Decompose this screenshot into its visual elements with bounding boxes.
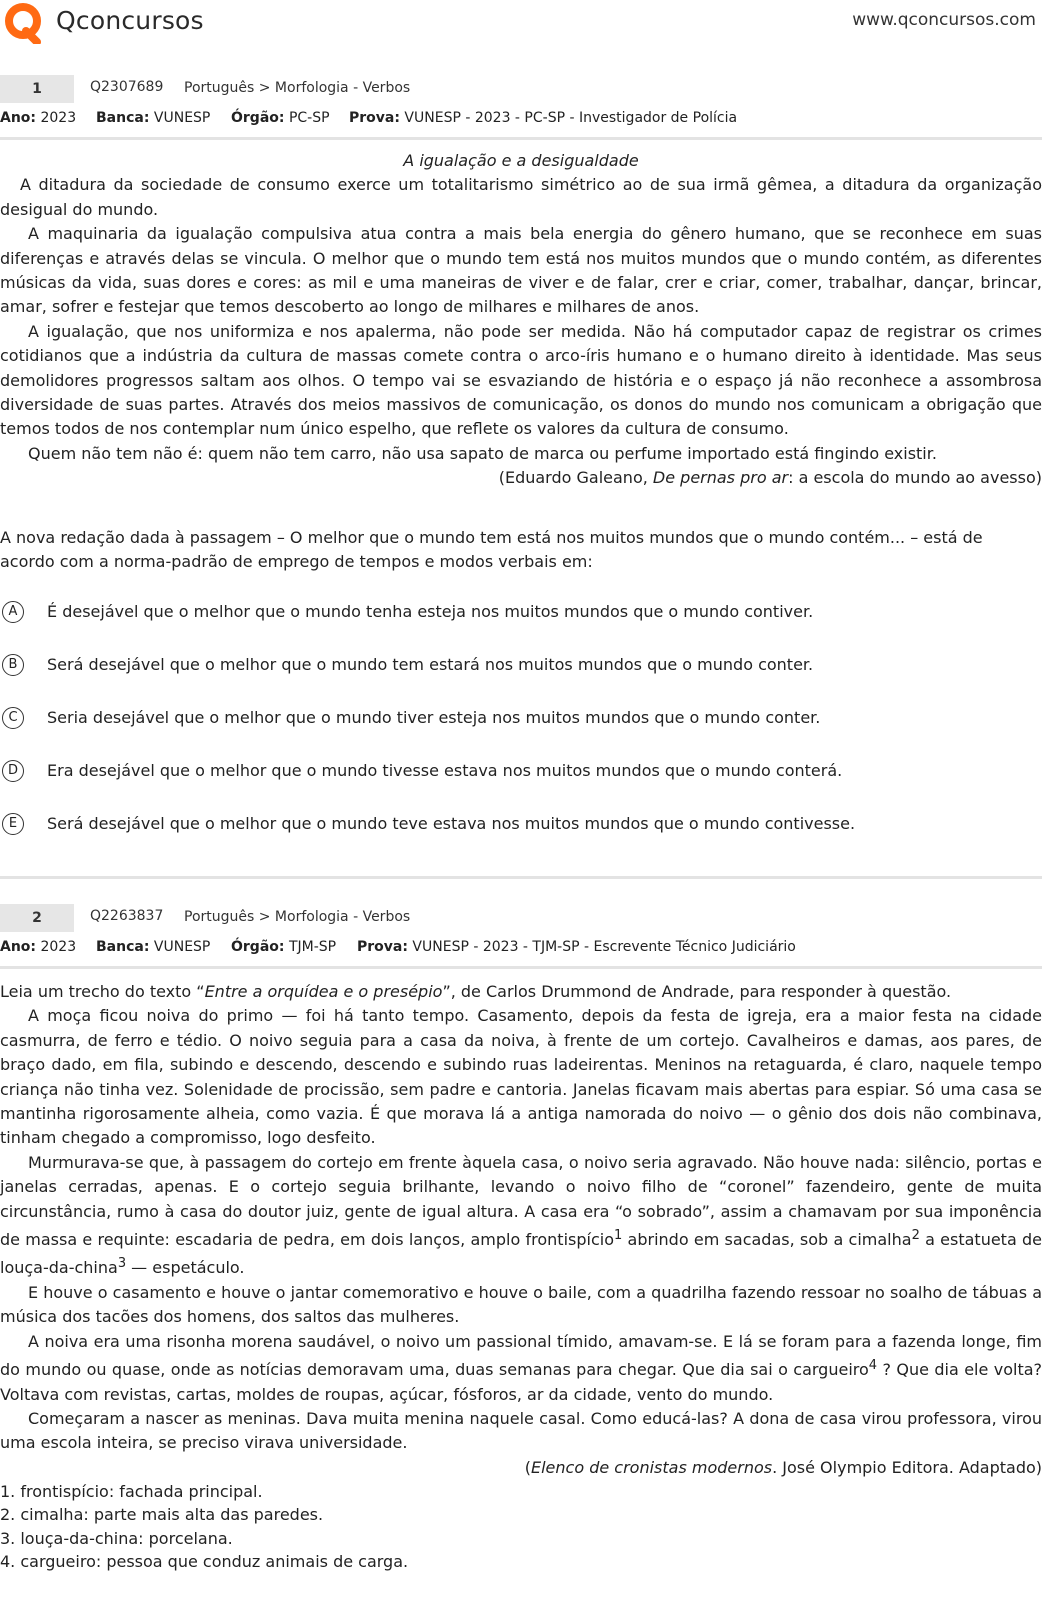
passage-paragraph: Murmurava-se que, à passagem do cortejo em frente àquela casa, o noivo seria agravado. Não houve nada: silêncio, portas e janelas cerradas, apenas. E o cortejo seguia brilhante, levando o noivo filho de “coronel” fazendeiro, gente de muita circunstância, rumo à casa do doutor juiz, gente de igual altura. A casa era “o sobrado”, assim a chamavam por sua imponência de massa e requinte: escadaria de pedra, em dois lanços, amplo frontispício$^1$ abrindo em sacadas, sob a cimalha$^2$ a estatueta de louça-da-china$^3$ — espetáculo. <box>0 1152 1042 1278</box>
question-1 <box>0 75 1042 866</box>
option-c[interactable] <box>0 707 1042 760</box>
option-text: Era desejável que o melhor que o mundo tivesse estava nos muitos mundos que o mundo conterá. <box>47 760 843 780</box>
passage-paragraph: Começaram a nascer as meninas. Dava muita menina naquele casal. Como educá-las? A dona de casa virou professora, virou uma escola inteira, se preciso virava universidade. <box>0 1408 1042 1453</box>
passage-paragraph: A maquinaria da igualação compulsiva atua contra a mais bela energia do gênero humano, que se reconhece em suas diferenças e através delas se vincula. O melhor que o mundo tem está nos muitos mundos que o mundo contém, as diferentes músicas da vida, suas dores e cores: as mil e uma maneiras de viver e de falar, crer e criar, comer, trabalhar, dançar, brincar, amar, sofrer e festejar que temos descoberto ao longo de milhares e milhares de anos. <box>0 224 1042 317</box>
page-header <box>0 0 1042 46</box>
question-meta <box>0 107 1042 131</box>
options-list <box>0 601 1042 866</box>
footnote-ref: 2 <box>911 1228 920 1244</box>
option-d[interactable] <box>0 760 1042 813</box>
footnote: 4. cargueiro: pessoa que conduz animais de carga. <box>0 1551 409 1571</box>
footnote-ref: 3 <box>117 1256 127 1272</box>
question-id[interactable]: Q2307689 <box>90 79 164 95</box>
footnote: 2. cimalha: parte mais alta das paredes. <box>0 1505 324 1525</box>
footnote-ref: 1 <box>614 1228 623 1244</box>
question-number: 1 <box>0 75 74 103</box>
passage-paragraph: Quem não tem não é: quem não tem carro, não usa sapato de marca ou perfume importado está fingindo existir. <box>28 443 937 463</box>
option-text: Será desejável que o melhor que o mundo teve estava nos muitos mundos que o mundo contivesse. <box>47 813 856 833</box>
prova-label: Prova: <box>349 110 400 126</box>
prova-value: VUNESP - 2023 - PC-SP - Investigador de Polícia <box>404 110 738 126</box>
passage-paragraph: A moça ficou noiva do primo — foi há tanto tempo. Casamento, depois da festa de igreja, era a maior festa na cidade casmurra, de ferro e tédio. O noivo seguia para a casa da noiva, à frente de um cortejo. Cavalheiros e damas, aos pares, de braço dado, em fila, subindo e descendo, descendo e subindo ruas ladeirentas. Meninos na retaguarda, é claro, naquele tempo criança não tinha vez. Solenidade de procissão, sem padre e cantoria. Janelas ficavam mais abertas para espiar. Só uma casa se mantinha rigorosamente alheia, como vazia. É que morava lá a antiga namorada do noivo — o gênio dos dois não combinava, tinham chegado a compromisso, logo desfeito. <box>0 1006 1042 1148</box>
option-b[interactable] <box>0 654 1042 707</box>
passage-paragraph: A noiva era uma risonha morena saudável, o noivo um passional tímido, amavam-se. E lá se foram para a fazenda longe, fim do mundo ou quase, onde as notícias demoravam uma, duas semanas para chegar. Que dia sai o cargueiro$^4$ ? Que dia ele volta? Voltava com revistas, cartas, moldes de roupas, açúcar, fósforos, ar da cidade, vento do mundo. <box>0 1331 1042 1404</box>
question-meta <box>0 936 1042 960</box>
orgao-value: PC-SP <box>288 110 330 126</box>
option-letter[interactable]: B <box>2 654 24 676</box>
orgao-value: TJM-SP <box>288 939 337 955</box>
question-separator <box>0 876 1042 879</box>
prova-label: Prova: <box>357 939 408 955</box>
option-letter[interactable]: E <box>2 813 24 835</box>
option-letter[interactable]: C <box>2 707 24 729</box>
brand-name: Qconcursos <box>56 6 204 35</box>
passage-paragraph: A igualação, que nos uniformiza e nos apalerma, não pode ser medida. Não há computador capaz de registrar os crimes cotidianos que a indústria da cultura de massas comete contra o arco-íris humano e o humano direito à identidade. Mas seus demolidores progressos saltam aos olhos. O tempo vai se esvaziando de história e o espaço já não reconhece a assombrosa diversidade de suas partes. Através dos meios massivos de comunicação, os donos do mundo nos comunicam a obrigação que temos todos de nos contemplar num único espelho, que reflete os valores da cultura de consumo. <box>0 321 1042 439</box>
site-url[interactable]: www.qconcursos.com <box>852 10 1036 30</box>
question-id[interactable]: Q2263837 <box>90 908 164 924</box>
passage-text <box>0 980 1042 1480</box>
question-header <box>0 75 1042 103</box>
banca-value: VUNESP <box>153 939 211 955</box>
passage-intro: Leia um trecho do texto “Entre a orquídea e o presépio”, de Carlos Drummond de Andrade, para responder à questão. <box>0 982 952 1001</box>
orgao-label: Órgão: <box>231 110 285 126</box>
option-e[interactable] <box>0 813 1042 866</box>
banca-value: VUNESP <box>153 110 211 126</box>
prova-value: VUNESP - 2023 - TJM-SP - Escrevente Técnico Judiciário <box>412 939 796 955</box>
divider <box>0 966 1042 969</box>
orgao-label: Órgão: <box>231 939 285 955</box>
footnotes <box>0 1480 1042 1573</box>
ano-label: Ano: <box>0 939 37 955</box>
ano-label: Ano: <box>0 110 37 126</box>
question-header <box>0 904 1042 932</box>
passage-paragraph: A ditadura da sociedade de consumo exerce um totalitarismo simétrico ao de sua irmã gêmea, a ditadura da organização desigual do mundo. <box>0 175 1042 219</box>
passage-source: (Eduardo Galeano, De pernas pro ar: a escola do mundo ao avesso) <box>498 468 1042 488</box>
banca-label: Banca: <box>96 939 150 955</box>
question-number: 2 <box>0 904 74 932</box>
question-stem: A nova redação dada à passagem – O melhor que o mundo tem está nos muitos mundos que o mundo contém... – está de acordo com a norma-padrão de emprego de tempos e modos verbais em: <box>0 527 983 572</box>
footnote: 3. louça-da-china: porcelana. <box>0 1528 233 1548</box>
option-a[interactable] <box>0 601 1042 654</box>
question-subject: Português > Morfologia - Verbos <box>184 909 411 925</box>
footnote-ref: 4 <box>868 1358 878 1374</box>
divider <box>0 137 1042 140</box>
option-letter[interactable]: D <box>2 760 24 782</box>
ano-value: 2023 <box>40 110 77 126</box>
footnote: 1. frontispício: fachada principal. <box>0 1482 263 1502</box>
banca-label: Banca: <box>96 110 150 126</box>
passage-text <box>0 149 1042 491</box>
option-text: Será desejável que o melhor que o mundo tem estará nos muitos mundos que o mundo conter. <box>47 654 814 674</box>
option-text: Seria desejável que o melhor que o mundo tiver esteja nos muitos mundos que o mundo conter. <box>47 707 821 727</box>
ano-value: 2023 <box>40 939 77 955</box>
option-text: É desejável que o melhor que o mundo tenha esteja nos muitos mundos que o mundo contiver. <box>47 601 814 621</box>
passage-source: (Elenco de cronistas modernos. José Olympio Editora. Adaptado) <box>524 1457 1042 1477</box>
passage-paragraph: E houve o casamento e houve o jantar comemorativo e houve o baile, com a quadrilha fazendo ressoar no soalho de tábuas a música dos tacões dos homens, dos saltos das mulheres. <box>0 1282 1042 1327</box>
question-2 <box>0 904 1042 1573</box>
qconcursos-logo-icon <box>4 2 44 44</box>
question-subject: Português > Morfologia - Verbos <box>184 80 411 96</box>
passage-title: A igualação e a desigualdade <box>403 151 639 170</box>
option-letter[interactable]: A <box>2 601 24 623</box>
